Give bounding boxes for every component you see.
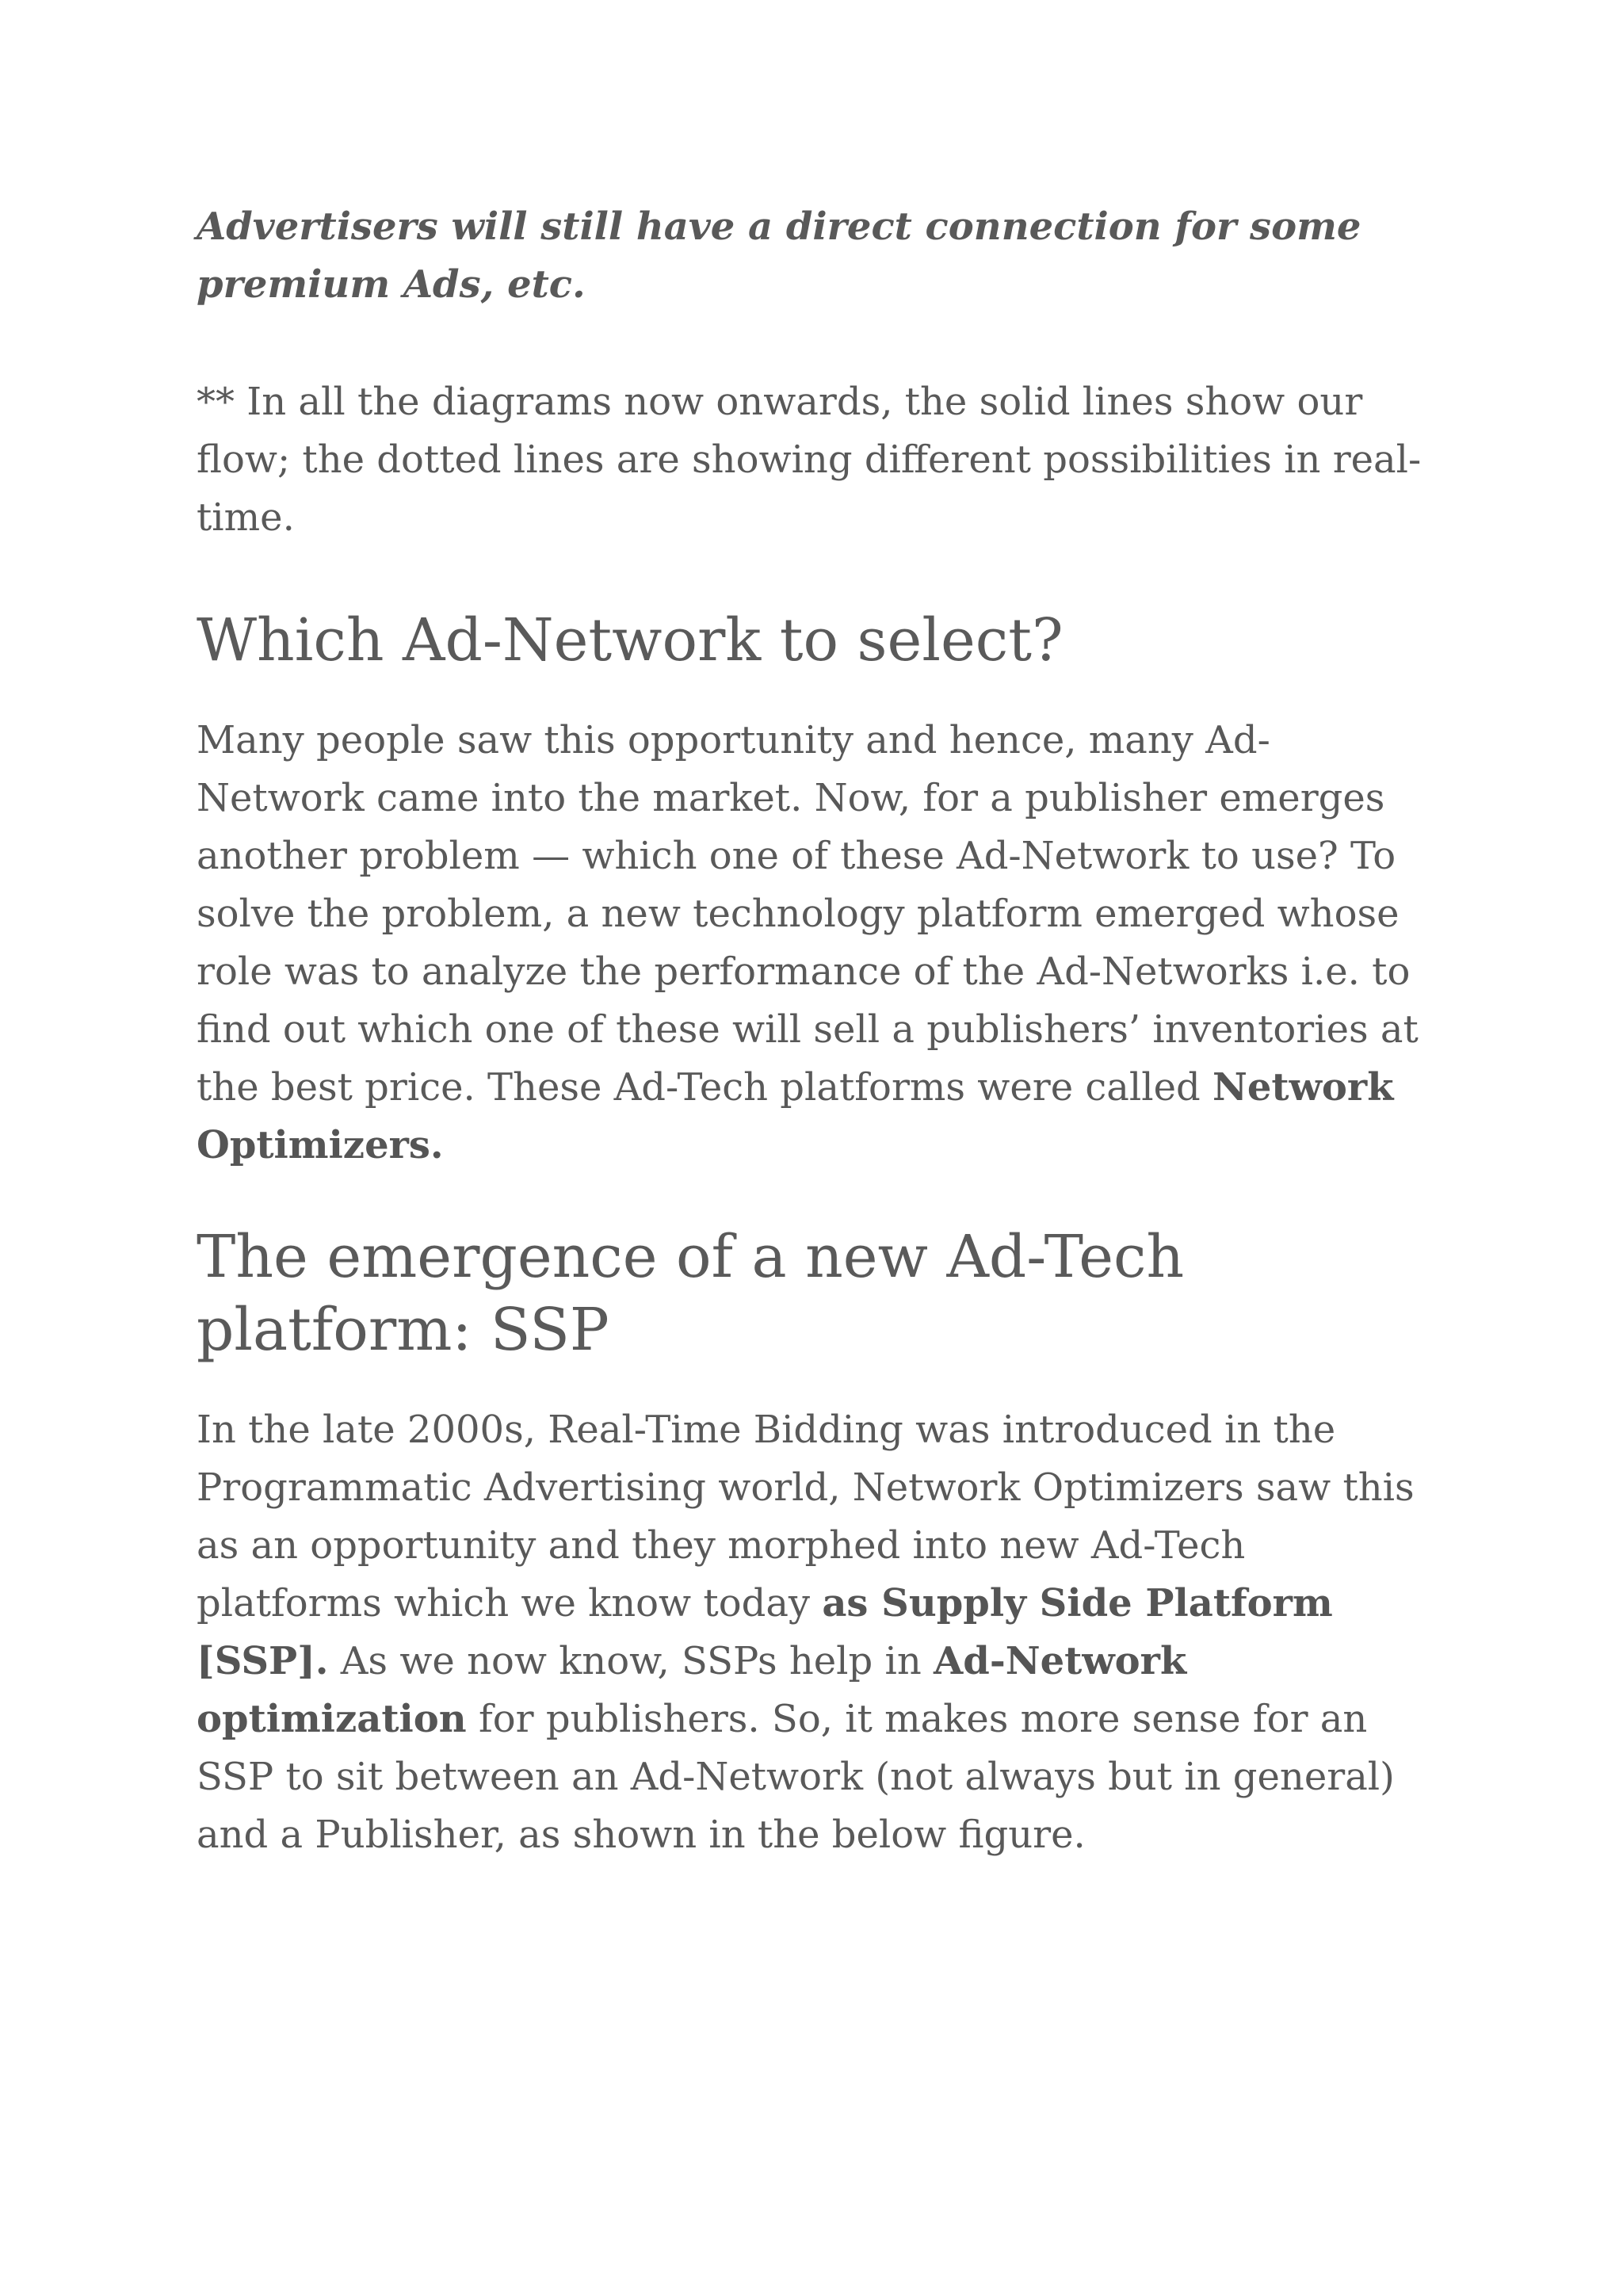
document-page	[197, 198, 1433, 1864]
heading-which-ad-network: Which Ad-Network to select?	[197, 606, 1064, 674]
paragraph-ad-network-text: Many people saw this opportunity and hence, many Ad-Network came into the market. Now, for a publisher emerges another problem — which one of these Ad-Network to use? To solve the problem, a new technology platform emerged whose role was to analyze the performance of the Ad-Networks i.e. to find out which one of these will sell a publishers’ inventories at the best price. These Ad-Tech platforms were called	[197, 718, 1419, 1110]
paragraph-ssp-text-3: for publishers. So, it makes more sense for an SSP to sit between an Ad-Network (not always but in general) and a Publisher, as shown in the below figure.	[197, 1697, 1395, 1857]
network-optimizers-term: Network Optimizers.	[197, 1065, 1394, 1167]
paragraph-ad-network	[197, 712, 1433, 1175]
paragraph-ssp-text-1: In the late 2000s, Real-Time Bidding was introduced in the Programmatic Advertising world, Network Optimizers saw this as an opportunity and they morphed into new Ad-Tech platforms which we know today	[197, 1408, 1415, 1626]
heading-emergence-ssp: The emergence of a new Ad-Tech platform: SSP	[197, 1223, 1185, 1364]
intro-italic-line: Advertisers will still have a direct connection for some premium Ads, etc.	[197, 204, 1361, 307]
diagram-note: ** In all the diagrams now onwards, the solid lines show our flow; the dotted lines are showing different possibilities in real-time.	[197, 380, 1422, 540]
ssp-term: as Supply Side Platform [SSP].	[197, 1581, 1333, 1683]
paragraph-ssp-text-2: As we now know, SSPs help in	[328, 1639, 934, 1683]
paragraph-ssp	[197, 1401, 1433, 1864]
ad-network-optimization-term: Ad-Network optimization	[197, 1639, 1187, 1741]
